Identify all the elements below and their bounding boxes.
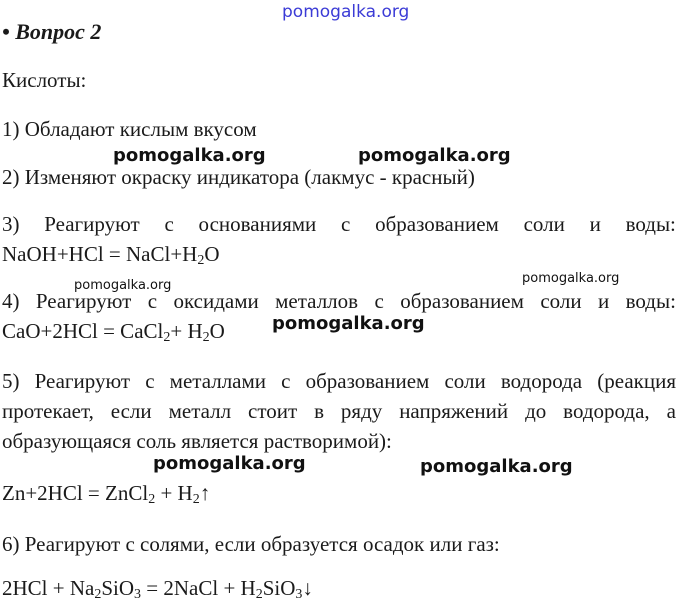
word: 4) [2, 289, 20, 313]
property-2: 2) Изменяют окраску индикатора (лакмус - красный) [2, 165, 475, 189]
question-heading: • Вопрос 2 [2, 19, 102, 44]
word: с [374, 289, 384, 313]
word: соли [540, 289, 582, 313]
watermark-top: pomogalka.org [282, 2, 410, 22]
watermark: pomogalka.org [522, 271, 620, 286]
word: воды: [625, 212, 676, 236]
property-6-formula: $2HCl + Na_2SiO_3$ = 2NaCl + $H_2SiO_3↓$ [2, 576, 313, 602]
watermark: pomogalka.org [272, 313, 425, 334]
word: металлов [275, 289, 359, 313]
property-5-formula: Zn+2HCl = ZnCl$_2$ + $H_2↑$ [2, 481, 211, 507]
word: 3) [2, 212, 20, 236]
watermark: pomogalka.org [358, 145, 511, 166]
property-6: 6) Реагируют с солями, если образуется осадок или газ: [2, 532, 500, 556]
property-3-text [2, 212, 676, 236]
watermark: pomogalka.org [420, 456, 573, 477]
word: с [164, 212, 174, 236]
watermark: pomogalka.org [74, 278, 172, 293]
watermark: pomogalka.org [113, 145, 266, 166]
property-1: 1) Обладают кислым вкусом [2, 117, 257, 141]
watermark: pomogalka.org [153, 453, 306, 474]
word: основаниями [198, 212, 317, 236]
word: с [147, 289, 158, 313]
word: образованием [375, 212, 499, 236]
property-5-line-1: 5) Реагируют с металлами с образованием соли водорода (реакция [2, 369, 676, 393]
word: и [589, 212, 601, 236]
property-4-text [2, 289, 676, 313]
property-4-formula: CaO+2HCl = CaCl$_2$+ $H_2O$ [2, 319, 225, 345]
word: оксидами [173, 289, 259, 313]
property-5-line-3: образующаяся соль является растворимой): [2, 429, 392, 453]
word: Реагируют [44, 212, 140, 236]
word: воды: [625, 289, 676, 313]
property-3-formula: NaOH+HCl = $NaCl+H_2O$ [2, 242, 220, 268]
word: и [597, 289, 610, 313]
word: соли [523, 212, 565, 236]
word: образованием [400, 289, 524, 313]
section-title: Кислоты: [2, 68, 87, 92]
word: Реагируют [35, 289, 132, 313]
word: с [341, 212, 351, 236]
property-5-line-2: протекает, если металл стоит в ряду напряжений до водорода, а [2, 399, 676, 423]
